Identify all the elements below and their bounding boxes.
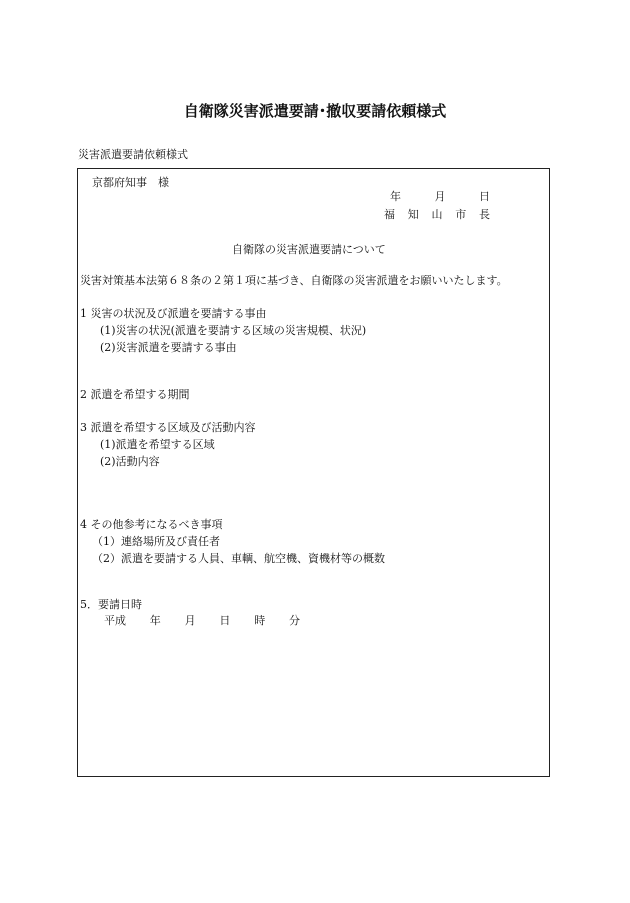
subject-line: 自衛隊の災害派遣要請について <box>232 243 386 256</box>
section-4-heading: 4 その他参考になるべき事項 <box>80 518 223 531</box>
section-1-item-1: (1)災害の状況(派遣を要請する区域の災害規模、状況) <box>100 324 367 337</box>
month-char: 月 <box>434 190 446 203</box>
section-3-item-1: (1)派遣を希望する区域 <box>100 438 215 451</box>
sender-char: 知 <box>407 208 419 221</box>
section-1-item-2: (2)災害派遣を要請する事由 <box>100 341 237 354</box>
day-char: 日 <box>219 614 231 627</box>
section-3-heading: 3 派遣を希望する区域及び活動内容 <box>80 421 256 434</box>
section-1-heading: 1 災害の状況及び派遣を要請する事由 <box>80 307 267 320</box>
body-text: 災害対策基本法第６８条の２第１項に基づき、自衛隊の災害派遣をお願いいたします。 <box>80 274 508 287</box>
year-char: 年 <box>390 190 401 203</box>
addressee: 京都府知事 様 <box>92 176 169 189</box>
form-label: 災害派遣要請依頼様式 <box>78 148 188 161</box>
month-char: 月 <box>184 614 196 627</box>
minute-char: 分 <box>288 614 300 627</box>
section-5-heading: 5．要請日時 <box>80 598 142 611</box>
form-box <box>77 168 550 777</box>
sender-char: 福 <box>384 208 395 221</box>
section-4-item-2: （2）派遣を要請する人員、車輌、航空機、資機材等の概数 <box>92 552 385 565</box>
era-label: 平成 <box>104 614 126 627</box>
year-char: 年 <box>149 614 161 627</box>
hour-char: 時 <box>254 614 266 627</box>
sender-row <box>384 206 490 222</box>
section-3-item-2: (2)活動内容 <box>100 455 160 468</box>
document-title: 自衛隊災害派遣要請･撤収要請依頼様式 <box>183 102 447 120</box>
section-2-heading: 2 派遣を希望する期間 <box>80 388 190 401</box>
section-4-item-1: （1）連絡場所及び責任者 <box>92 535 220 548</box>
request-datetime-row <box>104 612 300 628</box>
sender-char: 市 <box>455 208 467 221</box>
sender-char: 長 <box>479 208 490 221</box>
day-char: 日 <box>479 190 490 203</box>
sender-char: 山 <box>431 208 443 221</box>
date-row <box>390 188 490 204</box>
